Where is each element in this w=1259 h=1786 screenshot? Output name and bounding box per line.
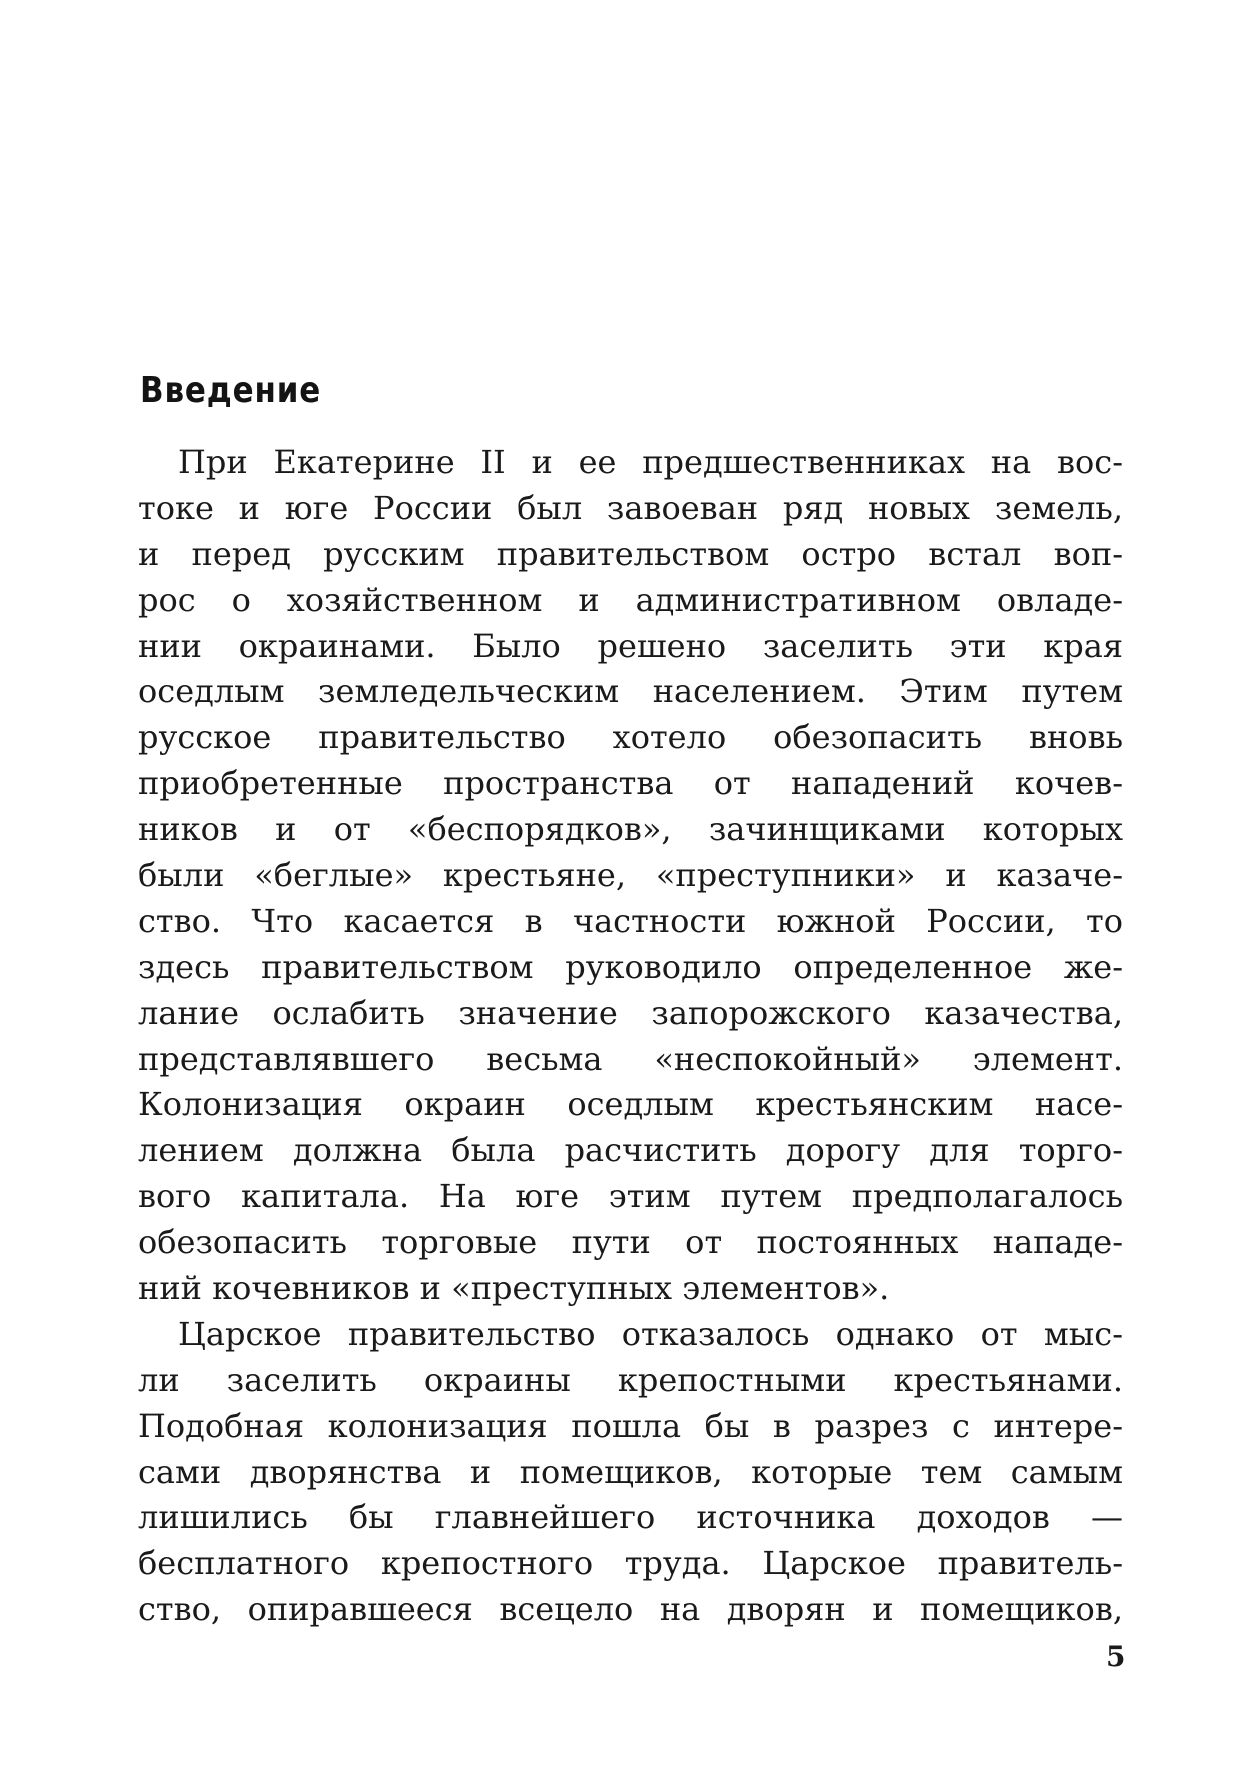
text-line: бесплатного крепостного труда. Царское правитель- bbox=[138, 1544, 1123, 1583]
section-heading: Введение bbox=[140, 370, 322, 411]
text-line: приобретенные пространства от нападений кочев- bbox=[138, 764, 1123, 803]
text-line: ли заселить окраины крепостными крестьянами. bbox=[138, 1360, 1123, 1399]
text-line: Царское правительство отказалось однако от мыс- bbox=[178, 1314, 1123, 1353]
page-number: 5 bbox=[1106, 1640, 1126, 1673]
text-line: представлявшего весьма «неспокойный» элемент. bbox=[138, 1039, 1123, 1078]
text-line: лением должна была расчистить дорогу для торго- bbox=[138, 1131, 1123, 1170]
text-line: были «беглые» крестьяне, «преступники» и казаче- bbox=[138, 856, 1123, 895]
text-line: лание ослабить значение запорожского казачества, bbox=[138, 993, 1123, 1032]
text-line: лишились бы главнейшего источника доходов — bbox=[138, 1498, 1123, 1537]
text-line: рос о хозяйственном и административном овладе- bbox=[138, 580, 1123, 619]
text-line: обезопасить торговые пути от постоянных нападе- bbox=[138, 1223, 1123, 1262]
text-line: ство, опиравшееся всецело на дворян и помещиков, bbox=[138, 1590, 1123, 1629]
text-line: оседлым земледельческим населением. Этим путем bbox=[138, 672, 1123, 711]
body-text bbox=[138, 440, 1123, 1633]
text-line: токе и юге России был завоеван ряд новых земель, bbox=[138, 488, 1123, 527]
text-line: Колонизация окраин оседлым крестьянским насе- bbox=[138, 1085, 1123, 1124]
text-line: При Екатерине II и ее предшественниках на вос- bbox=[178, 443, 1123, 481]
text-line: нии окраинами. Было решено заселить эти края bbox=[138, 626, 1123, 665]
text-line: ство. Что касается в частности южной России, то bbox=[138, 901, 1123, 940]
text-line: ний кочевников и «преступных элементов». bbox=[138, 1269, 890, 1308]
text-line: и перед русским правительством остро встал воп- bbox=[138, 534, 1123, 573]
text-line: здесь правительством руководило определенное же- bbox=[138, 947, 1123, 986]
text-line: Подобная колонизация пошла бы в разрез с интере- bbox=[138, 1406, 1123, 1445]
text-line: ников и от «беспорядков», зачинщиками которых bbox=[138, 810, 1123, 849]
text-line: русское правительство хотело обезопасить вновь bbox=[138, 718, 1123, 757]
text-line: вого капитала. На юге этим путем предполагалось bbox=[138, 1177, 1123, 1216]
text-line: сами дворянства и помещиков, которые тем самым bbox=[138, 1452, 1123, 1491]
